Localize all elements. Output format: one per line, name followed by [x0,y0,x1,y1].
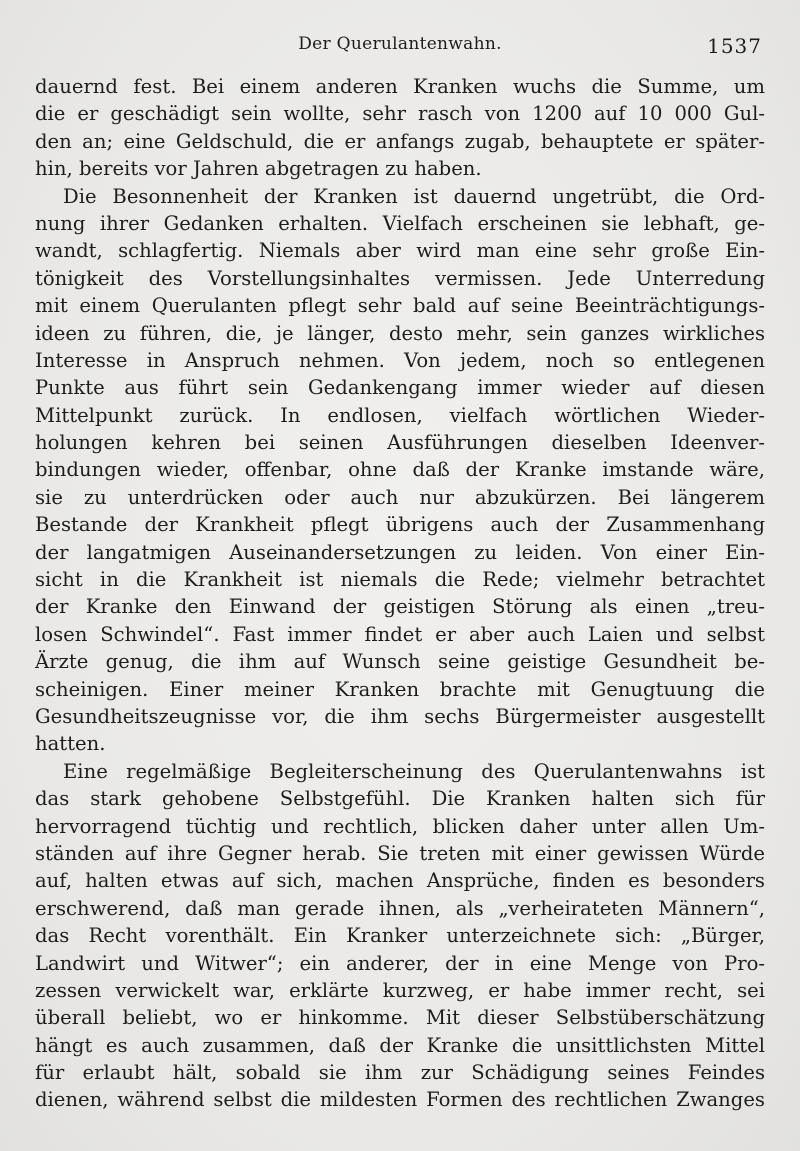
text-line: ideen zu führen, die, je länger, desto mehr, sein ganzes wirkliches [35,321,765,345]
text-line: das Recht vorenthält. Ein Kranker unterzeichnete sich: „Bürger, [35,924,765,948]
text-line: der Kranke den Einwand der geistigen Störung als einen „treu- [35,595,765,619]
text-line: Bestande der Krankheit pflegt übrigens auch der Zusammenhang [35,513,765,537]
text-line: die er geschädigt sein wollte, sehr rasch von 1200 auf 10 000 Gul- [35,102,765,126]
text-line: für erlaubt hält, sobald sie ihm zur Schädigung seines Feindes [35,1061,765,1085]
text-line: dienen, während selbst die mildesten Formen des rechtlichen Zwanges [35,1088,765,1112]
text-line: Eine regelmäßige Begleiterscheinung des Querulantenwahns ist [63,759,765,783]
text-line: Gesundheitszeugnisse vor, die ihm sechs Bürgermeister ausgestellt [35,704,765,728]
running-head-title: Der Querulantenwahn. [298,34,502,54]
text-line: Landwirt und Witwer“; ein anderer, der in eine Menge von Pro- [35,951,765,975]
text-line: scheinigen. Einer meiner Kranken brachte mit Genugtuung die [35,677,765,701]
text-line: hatten. [35,732,106,756]
page-number: 1537 [707,34,762,58]
text-line: überall beliebt, wo er hinkomme. Mit dieser Selbstüberschätzung [35,1006,765,1030]
text-line: den an; eine Geldschuld, die er anfangs zugab, behauptete er später- [35,129,765,153]
text-line: Ärzte genug, die ihm auf Wunsch seine geistige Gesundheit be- [35,650,765,674]
body-text [35,73,765,1114]
text-line: tönigkeit des Vorstellungsinhaltes vermissen. Jede Unterredung [35,266,765,290]
text-line: erschwerend, daß man gerade ihnen, als „verheirateten Männern“, [35,896,765,920]
running-head [0,30,800,60]
text-line: sicht in die Krankheit ist niemals die Rede; vielmehr betrachtet [35,568,765,592]
text-line: der langatmigen Auseinandersetzungen zu leiden. Von einer Ein- [35,540,765,564]
text-line: Mittelpunkt zurück. In endlosen, vielfach wörtlichen Wieder- [35,403,765,427]
text-line: mit einem Querulanten pflegt sehr bald auf seine Beeinträchtigungs- [35,294,765,318]
text-line: das stark gehobene Selbstgefühl. Die Kranken halten sich für [35,787,765,811]
text-line: dauernd fest. Bei einem anderen Kranken wuchs die Summe, um [35,75,765,98]
text-line: Interesse in Anspruch nehmen. Von jedem, noch so entlegenen [35,348,765,372]
text-line: ständen auf ihre Gegner herab. Sie treten mit einer gewissen Würde [35,841,765,865]
text-line: wandt, schlagfertig. Niemals aber wird man eine sehr große Ein- [35,239,765,263]
text-line: zessen verwickelt war, erklärte kurzweg, er habe immer recht, sei [35,978,765,1002]
text-line: hängt es auch zusammen, daß der Kranke die unsittlichsten Mittel [35,1033,765,1057]
text-line: nung ihrer Gedanken erhalten. Vielfach erscheinen sie lebhaft, ge- [35,211,765,235]
text-line: bindungen wieder, offenbar, ohne daß der Kranke imstande wäre, [35,458,765,482]
text-line: sie zu unterdrücken oder auch nur abzukürzen. Bei längerem [35,485,765,509]
text-line: auf, halten etwas auf sich, machen Ansprüche, finden es besonders [35,869,765,893]
text-line: hervorragend tüchtig und rechtlich, blicken daher unter allen Um- [35,814,765,838]
text-line: Punkte aus führt sein Gedankengang immer wieder auf diesen [35,376,765,400]
text-line: hin, bereits vor Jahren abgetragen zu haben. [35,157,482,181]
text-line: losen Schwindel“. Fast immer findet er aber auch Laien und selbst [35,622,765,646]
text-line: Die Besonnenheit der Kranken ist dauernd ungetrübt, die Ord- [63,184,765,208]
text-line: holungen kehren bei seinen Ausführungen dieselben Ideenver- [35,431,765,455]
